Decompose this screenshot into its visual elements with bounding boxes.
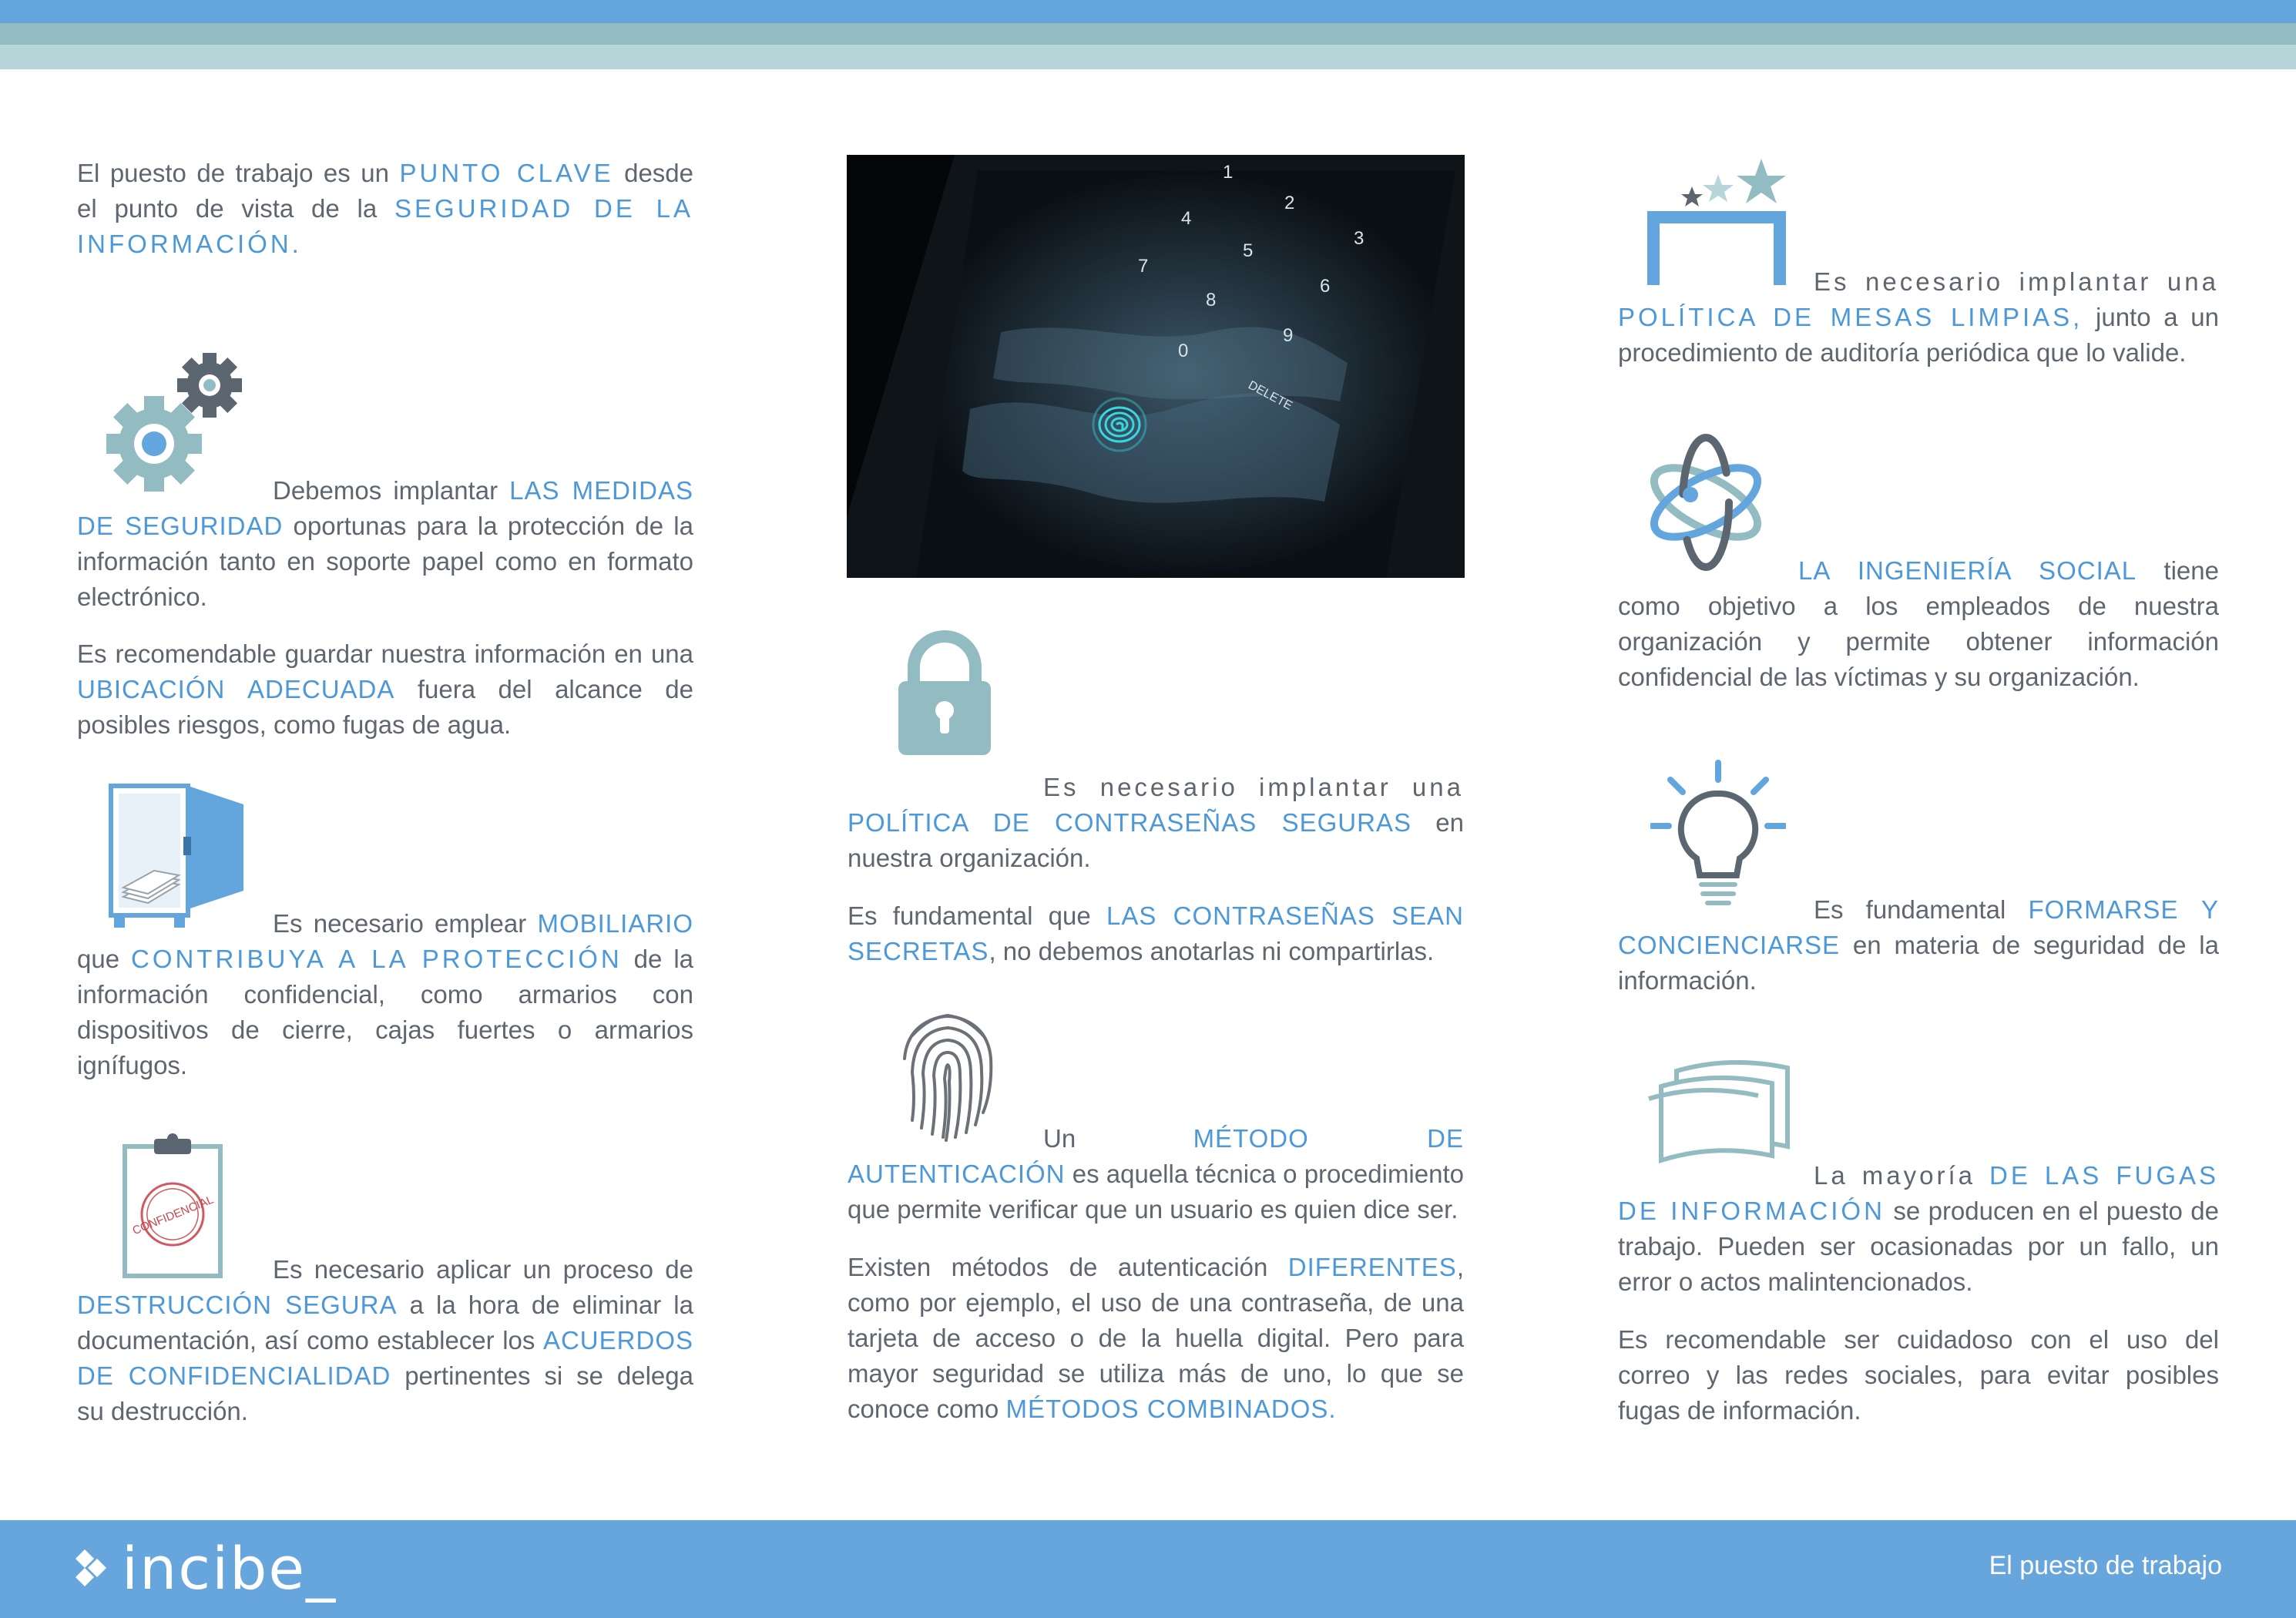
contrasenas-text-2: en nuestra organización.	[848, 808, 1465, 872]
ingenieria-paragraph	[1618, 553, 2219, 695]
formarse-text-2: en materia de seguridad de la información.	[1618, 931, 2219, 995]
destruccion-text-2: a la hora de eliminar la documentación, así como establecer los	[77, 1291, 693, 1354]
metodo-paragraph	[848, 1121, 1464, 1227]
mobiliario-text: Es necesario emplear	[273, 909, 538, 938]
metodo-text-2: es aquella técnica o procedimiento que permite verificar que un usuario es quien dice ser.	[848, 1160, 1464, 1224]
footer-bar	[0, 1520, 2296, 1618]
key-3: 3	[1354, 228, 1365, 249]
ingenieria-highlight: LA INGENIERÍA SOCIAL	[1798, 556, 2137, 585]
medidas-text: Debemos implantar	[273, 476, 510, 505]
confidencial-stamp-text: CONFIDENCIAL	[130, 1193, 216, 1238]
fugas-text-2: se producen en el puesto de trabajo. Pueden ser ocasionadas por un fallo, un error o actos malintencionados.	[1618, 1197, 2220, 1296]
secretas-paragraph	[848, 898, 1464, 969]
footer-page-title: El puesto de trabajo	[1989, 1551, 2222, 1580]
metodos-paragraph	[848, 1250, 1464, 1427]
social-engineering-atom-icon	[1643, 433, 1769, 572]
formarse-text: Es fundamental	[1814, 895, 2029, 924]
ubicacion-text: Es recomendable guardar nuestra información en una	[77, 639, 693, 668]
key-2: 2	[1284, 193, 1295, 213]
mobiliario-paragraph	[77, 906, 693, 1083]
medidas-text-2: oportunas para la protección de la información tanto en soporte papel como en formato electrónico.	[77, 512, 693, 611]
key-7: 7	[1138, 256, 1149, 277]
lightbulb-icon	[1650, 760, 1786, 908]
top-band-teal	[0, 23, 2296, 45]
contrasenas-highlight: POLÍTICA DE CONTRASEÑAS SEGURAS	[848, 808, 1412, 837]
formarse-highlight: FORMARSE Y CONCIENCIARSE	[1618, 895, 2220, 959]
leaking-papers-icon	[1646, 1060, 1791, 1168]
key-6: 6	[1320, 276, 1331, 297]
destruccion-text-3: pertinentes si se delega su destrucción.	[77, 1361, 693, 1425]
ubicacion-paragraph	[77, 636, 693, 743]
key-5: 5	[1243, 240, 1254, 261]
incibe-logo-mark-icon	[74, 1546, 108, 1589]
ubicacion-highlight: UBICACIÓN ADECUADA	[77, 675, 395, 703]
ingenieria-text: tiene como objetivo a los empleados de nuestra organización y permite obtener información confidencial de las víctimas y su organización.	[1618, 556, 2219, 691]
intro-text: El puesto de trabajo es un	[77, 159, 400, 187]
fugas-highlight: DE LAS FUGAS DE INFORMACIÓN	[1618, 1161, 2220, 1225]
padlock-icon	[897, 630, 992, 757]
ubicacion-text-2: fuera del alcance de posibles riesgos, como fugas de agua.	[77, 675, 693, 739]
mesas-paragraph	[1618, 264, 2219, 371]
top-band-blue	[0, 0, 2296, 23]
metodos-highlight: DIFERENTES	[1287, 1253, 1457, 1281]
intro-paragraph	[77, 156, 693, 262]
destruccion-paragraph	[77, 1252, 693, 1429]
key-0: 0	[1178, 341, 1189, 361]
phone-keypad-illustration	[847, 155, 1465, 578]
intro-text-2: desde el punto de vista de la	[77, 159, 693, 223]
mobiliario-text-3: de la información confidencial, como armarios con dispositivos de cierre, cajas fuertes o armarios ignífugos.	[77, 945, 693, 1079]
mobiliario-highlight-2: CONTRIBUYA A LA PROTECCIÓN	[130, 945, 623, 973]
mobiliario-highlight: MOBILIARIO	[537, 909, 693, 938]
secretas-highlight: LAS CONTRASEÑAS SEAN SECRETAS	[848, 901, 1464, 965]
secretas-text: Es fundamental que	[848, 901, 1107, 930]
metodos-text: Existen métodos de autenticación	[848, 1253, 1288, 1281]
intro-highlight-punto-clave: PUNTO CLAVE	[399, 159, 614, 187]
top-band-light	[0, 45, 2296, 69]
key-8: 8	[1206, 290, 1217, 311]
correo-text: Es recomendable ser cuidadoso con el uso del correo y las redes sociales, para evitar posibles fugas de información.	[1618, 1325, 2219, 1425]
formarse-paragraph	[1618, 892, 2219, 999]
secretas-text-2: , no debemos anotarlas ni compartirlas.	[989, 937, 1435, 965]
incibe-logo[interactable]	[74, 1533, 337, 1603]
key-delete: DELETE	[1246, 378, 1295, 413]
contrasenas-paragraph	[848, 770, 1464, 876]
correo-paragraph	[1618, 1322, 2219, 1428]
metodo-highlight: MÉTODO DE AUTENTICACIÓN	[848, 1124, 1464, 1188]
key-9: 9	[1283, 325, 1294, 346]
destruccion-highlight-2: ACUERDOS DE CONFIDENCIALIDAD	[77, 1326, 693, 1390]
medidas-paragraph	[77, 473, 693, 615]
metodo-text: Un	[1043, 1124, 1193, 1153]
key-4: 4	[1181, 208, 1192, 229]
fingerprint-phone-photo	[847, 155, 1465, 578]
metodos-highlight-2: MÉTODOS COMBINADOS.	[1005, 1395, 1337, 1423]
fugas-paragraph	[1618, 1158, 2219, 1300]
medidas-highlight: LAS MEDIDAS DE SEGURIDAD	[77, 476, 694, 540]
destruccion-highlight: DESTRUCCIÓN SEGURA	[77, 1291, 398, 1319]
fugas-text: La mayoría	[1814, 1161, 1990, 1190]
destruccion-text: Es necesario aplicar un proceso de	[273, 1255, 693, 1284]
mesas-highlight: POLÍTICA DE MESAS LIMPIAS,	[1618, 303, 2083, 331]
mesas-text-2: junto a un procedimiento de auditoría periódica que lo valide.	[1618, 303, 2219, 367]
metodos-text-2: , como por ejemplo, el uso de una contraseña, de una tarjeta de acceso o de la huella digital. Pero para mayor seguridad se utiliza más de uno, lo que se conoce como	[848, 1253, 1464, 1423]
contrasenas-text: Es necesario implantar una	[1043, 773, 1464, 801]
intro-highlight-seguridad: SEGURIDAD DE LA INFORMACIÓN.	[77, 194, 693, 258]
key-1: 1	[1223, 162, 1234, 183]
mesas-text: Es necesario implantar una	[1814, 267, 2219, 296]
incibe-logo-text: incibe_	[122, 1533, 337, 1603]
mobiliario-text-2: que	[77, 945, 131, 973]
